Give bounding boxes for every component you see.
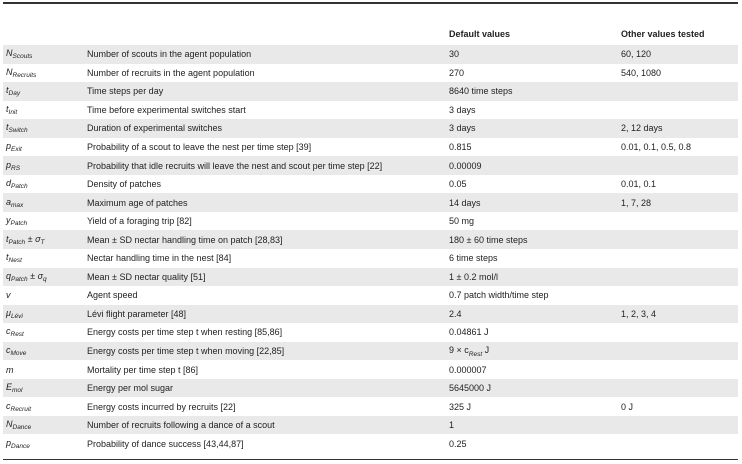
default-value [446,101,618,120]
other-values [618,268,738,287]
default-value [446,323,618,342]
parameter-symbol [3,249,84,268]
parameter-description: Mean ± SD nectar handling time on patch [28,83] [84,230,446,249]
other-values [618,342,738,361]
parameter-description: Maximum age of patches [84,193,446,212]
default-value-subscript: Rest [468,350,483,358]
symbol-letter: a [6,196,12,207]
other-values: 60, 120 [618,45,738,64]
symbol-subscript: Nest [8,257,22,265]
other-values: 0.01, 0.1 [618,175,738,194]
default-value [446,379,618,398]
parameter-symbol [3,360,84,379]
table-row [3,342,738,361]
parameter-description: Number of recruits following a dance of a scout [84,416,446,435]
default-value-text: 0.00009 [449,160,482,171]
symbol-letter: q [6,270,12,281]
default-value [446,249,618,268]
other-values: 1, 2, 3, 4 [618,305,738,324]
other-values: 0.01, 0.1, 0.5, 0.8 [618,138,738,157]
symbol-letter: t [6,252,9,263]
parameter-description: Lévi flight parameter [48] [84,305,446,324]
parameter-symbol [3,379,84,398]
parameter-description: Number of scouts in the agent population [84,45,446,64]
default-value [446,305,618,324]
other-values [618,212,738,231]
table-row [3,119,738,138]
symbol-suffix: ± σ [27,270,44,281]
default-value [446,175,618,194]
default-value-text: 0.815 [449,142,472,152]
symbol-subscript: RS [11,164,21,172]
other-values [618,101,738,120]
table-row [3,212,738,231]
symbol-suffix: ± σ [25,233,41,244]
symbol-subscript: Recruit [10,405,32,413]
symbol-subscript: max [11,201,24,209]
table-row [3,82,738,101]
default-value [446,416,618,435]
default-value [446,230,618,249]
other-values [618,156,738,175]
table-row [3,379,738,398]
default-value [446,156,618,175]
symbol-letter: m [6,364,14,375]
other-values: 2, 12 days [618,119,738,138]
other-values [618,360,738,379]
symbol-letter: N [6,48,13,59]
default-value-text: 0.25 [449,438,467,449]
other-values [618,416,738,435]
parameter-symbol [3,193,84,212]
parameter-symbol [3,119,84,138]
default-value [446,434,618,453]
symbol-subscript: Switch [8,127,28,135]
table-row [3,434,738,453]
default-value [446,64,618,83]
table-row [3,138,738,157]
table-row [3,268,738,287]
default-value-text: 3 days [449,123,476,134]
symbol-letter: μ [6,307,11,318]
header-row [3,22,738,45]
default-value-text: 3 days [449,104,476,115]
default-value-text: 6 time steps [449,253,498,264]
parameter-symbol [3,156,84,175]
default-value [446,397,618,416]
default-value-text: 1 ± 0.2 mol/l [449,271,498,282]
header-description [84,22,446,45]
parameter-symbol [3,397,84,416]
symbol-letter: c [6,326,11,337]
symbol-letter: t [6,233,9,244]
parameter-description: Mean ± SD nectar quality [51] [84,268,446,287]
symbol-subscript: Day [8,90,21,98]
default-value-text: 270 [449,67,465,78]
table-bottom-rule [3,459,738,460]
other-values [618,379,738,398]
table-row [3,397,738,416]
parameter-symbol [3,64,84,83]
parameter-symbol [3,212,84,231]
default-value-text: 0.04861 J [449,327,489,338]
symbol-subscript: Exit [11,146,22,153]
parameter-description: Time steps per day [84,82,446,101]
parameter-description: Time before experimental switches start [84,101,446,120]
table-row [3,249,738,268]
parameter-description: Energy costs per time step t when resting [85,86] [84,323,446,342]
default-value-suffix: J [482,344,490,355]
default-value-text: 0.7 patch width/time step [449,290,549,301]
symbol-letter: p [6,159,12,170]
table-row [3,286,738,305]
header-other-values: Other values tested [621,28,705,39]
parameter-description: Density of patches [84,175,446,194]
other-values [618,82,738,101]
parameter-symbol [3,138,84,157]
table-row [3,156,738,175]
parameter-description: Energy costs per time step t when moving [22,85] [84,342,446,361]
parameter-symbol [3,175,84,194]
symbol-letter: c [6,345,11,356]
table-row [3,230,738,249]
parameter-symbol [3,101,84,120]
symbol-letter: c [6,400,11,411]
table-row [3,193,738,212]
symbol-letter: N [6,419,13,430]
table-row [3,360,738,379]
symbol-letter: t [6,122,9,133]
table-row [3,64,738,83]
parameter-symbol [3,230,84,249]
symbol-subscript: mol [12,387,23,395]
parameter-symbol [3,286,84,305]
other-values: 0 J [618,397,738,416]
default-value [446,82,618,101]
symbol-subscript: Patch [11,183,28,191]
other-values [618,286,738,305]
symbol-subscript-2: T [40,238,45,246]
parameter-description: Nectar handling time in the nest [84] [84,249,446,268]
default-value-text: 1 [449,420,455,431]
parameter-symbol [3,342,84,361]
default-value-text: 30 [449,49,460,60]
default-value [446,138,618,157]
parameter-description: Number of recruits in the agent population [84,64,446,83]
parameter-description: Yield of a foraging trip [82] [84,212,446,231]
parameter-description: Probability of dance success [43,44,87] [84,434,446,453]
symbol-letter: p [6,141,12,151]
parameter-description: Mortality per time step t [86] [84,360,446,379]
other-values [618,230,738,249]
symbol-subscript: Patch [10,220,28,228]
default-value-text: 14 days [449,197,481,208]
table-row [3,305,738,324]
table-row [3,45,738,64]
symbol-subscript: Patch [11,275,28,283]
symbol-letter: t [6,103,9,114]
default-value-text: 9 × c [449,344,469,355]
table-top-rule [3,2,738,4]
symbol-subscript: Recruits [12,71,37,79]
default-value [446,286,618,305]
symbol-letter: E [6,382,13,393]
symbol-subscript: Init [8,108,18,116]
symbol-subscript-2: q [43,275,47,283]
default-value-text: 50 mg [449,216,475,227]
other-values [618,323,738,342]
default-value-text: 5645000 J [449,383,492,394]
default-value [446,45,618,64]
default-value-text: 0.000007 [449,364,487,375]
default-value [446,212,618,231]
default-value-text: 180 ± 60 time steps [449,234,528,245]
table-row [3,175,738,194]
parameter-symbol [3,323,84,342]
parameter-description: Energy per mol sugar [84,379,446,398]
table-row [3,323,738,342]
default-value-text: 2.4 [449,308,462,319]
default-value-text: 8640 time steps [449,86,513,97]
parameter-description: Energy costs incurred by recruits [22] [84,397,446,416]
symbol-letter: y [6,215,11,226]
table-row [3,101,738,120]
symbol-subscript: Dance [11,442,30,450]
parameter-symbol [3,82,84,101]
symbol-subscript: Patch [8,238,26,246]
default-value [446,119,618,138]
parameter-description: Probability that idle recruits will leave the nest and scout per time step [22] [84,156,446,175]
other-values: 1, 7, 28 [618,193,738,212]
parameter-symbol [3,45,84,64]
parameter-symbol [3,416,84,435]
symbol-subscript: Rest [10,331,24,339]
symbol-letter: d [6,178,12,189]
default-value [446,360,618,379]
table-body [3,45,738,453]
default-value [446,268,618,287]
other-values: 540, 1080 [618,64,738,83]
other-values [618,249,738,268]
symbol-subscript: Move [10,350,27,358]
header-symbol [3,22,84,45]
default-value-text: 325 J [449,401,472,412]
symbol-letter: N [6,66,13,77]
other-values [618,434,738,453]
symbol-subscript: Dance [12,424,32,432]
table-row [3,416,738,435]
default-value-text: 0.05 [449,179,467,190]
parameter-symbol [3,305,84,324]
parameter-symbol [3,434,84,453]
symbol-letter: t [6,85,9,96]
parameter-description: Probability of a scout to leave the nest per time step [39] [84,138,446,157]
header-default-values: Default values [449,28,511,39]
symbol-letter: v [6,290,11,301]
symbol-subscript: Lévi [10,312,23,320]
default-value [446,342,618,361]
symbol-subscript: Scouts [12,53,33,61]
parameter-symbol [3,268,84,287]
default-value [446,193,618,212]
parameter-description: Duration of experimental switches [84,119,446,138]
parameter-description: Agent speed [84,286,446,305]
symbol-letter: p [6,437,12,448]
parameter-table [3,22,738,453]
